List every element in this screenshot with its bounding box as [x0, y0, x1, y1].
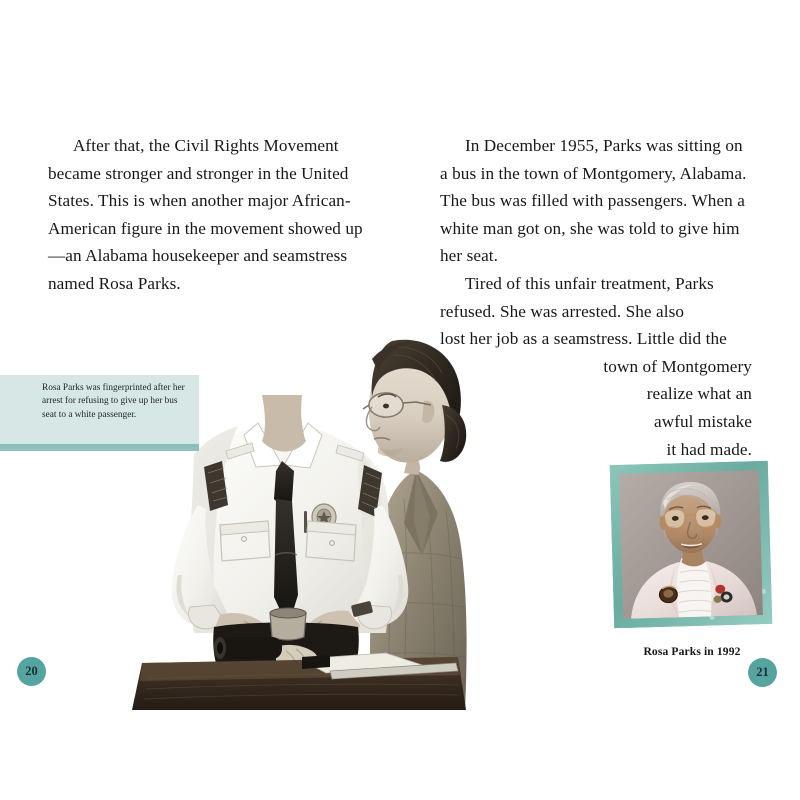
page-number-left: 20	[17, 657, 46, 686]
police-officer-figure	[172, 395, 409, 671]
photo-caption-text: Rosa Parks was fingerprinted after her arrest for refusing to give up her bus seat to a white passenger.	[42, 383, 185, 420]
framed-photo-caption: Rosa Parks in 1992	[643, 645, 741, 658]
right-paragraph-1: In December 1955, Parks was sitting on a bus in the town of Montgomery, Alabama. The bus was filled with passengers. When a white man got on, she was told to give him her seat.	[440, 136, 747, 266]
rosa-parks-1992-framed-photo	[610, 461, 772, 628]
right-ragged-line-1: town of Montgomery	[603, 356, 752, 376]
page-number-right: 21	[748, 658, 777, 687]
right-text-column	[440, 132, 752, 463]
right-paragraph-2-part-b: refused. She was arrested. She also	[440, 301, 685, 321]
right-paragraph-2-part-c: lost her job as a seamstress. Little did the	[440, 329, 727, 349]
caption-box-bottom-strip	[0, 444, 199, 451]
right-ragged-line-4: it had made.	[666, 439, 752, 459]
right-paragraph-2-part-a: Tired of this unfair treatment, Parks	[464, 273, 714, 293]
right-ragged-line-3: awful mistake	[653, 411, 752, 431]
right-ragged-line-2: realize what an	[646, 384, 752, 404]
left-paragraph-1: After that, the Civil Rights Movement became stronger and stronger in the United States. This is when another major African-American figure in the movement showed up—an Alabama housekeeper and seamstress named Rosa Parks.	[48, 136, 363, 293]
brooch-left	[659, 586, 677, 603]
framed-photo-image	[619, 470, 763, 619]
